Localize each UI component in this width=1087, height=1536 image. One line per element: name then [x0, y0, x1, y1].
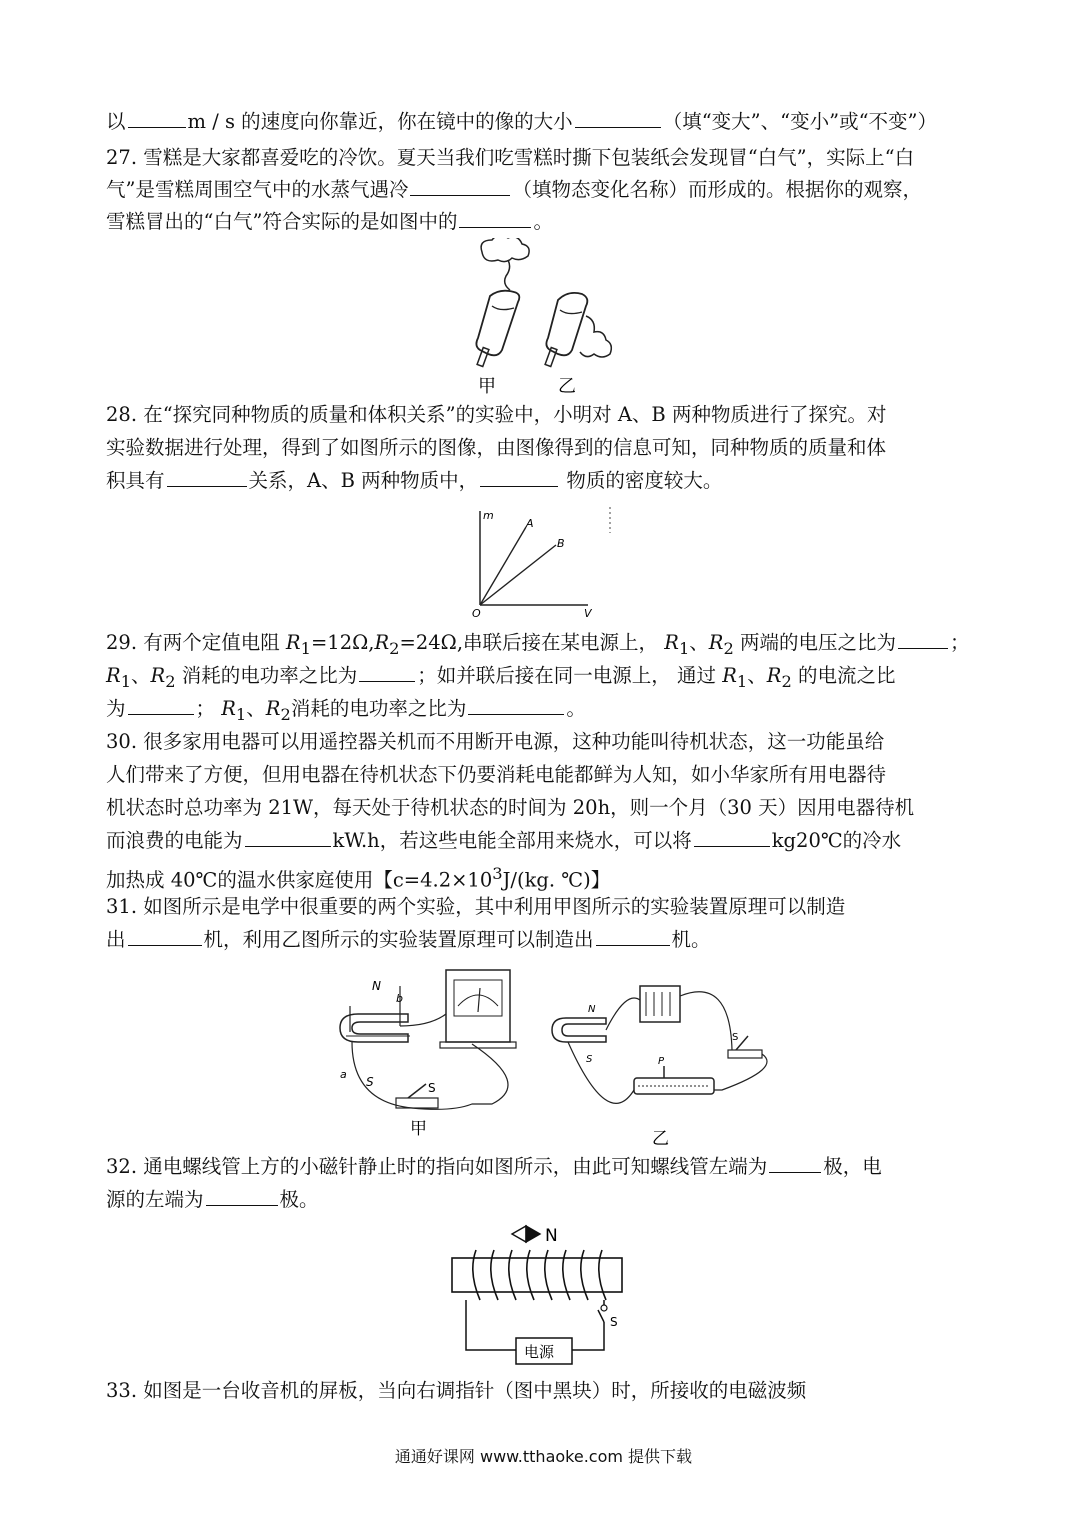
q28-line-3: 积具有 关系，A、B 两种物质中， 物质的密度较大。 — [106, 466, 722, 496]
q28-line-2: 实验数据进行处理，得到了如图所示的图像，由图像得到的信息可知，同种物质的质量和体 — [106, 436, 887, 459]
q32-line-1: 32. 通电螺线管上方的小磁针静止时的指向如图所示，由此可知螺线管左端为 极，电 — [106, 1152, 882, 1182]
q27-blank-change[interactable] — [410, 175, 510, 196]
origin-label: O — [472, 607, 481, 620]
switch-yi — [728, 1050, 762, 1058]
q30-line-5: 加热成 40℃的温水供家庭使用【$c=4.2\times 10^3J/(kg$. ℃)】 — [106, 864, 611, 892]
solenoid-figure — [446, 1222, 646, 1372]
svg-text:N: N — [372, 979, 381, 993]
switch-s — [598, 1310, 604, 1322]
setup-jia — [340, 970, 516, 1139]
q28-blank-substance[interactable] — [480, 466, 558, 487]
svg-text:S: S — [366, 1075, 374, 1089]
line-b-label: B — [557, 537, 565, 550]
q27-line-2: 气”是雪糕周围空气中的水蒸气遇冷 （填物态变化名称）而形成的。根据你的观察， — [106, 175, 922, 205]
svg-text:S: S — [732, 1032, 739, 1043]
power-source-label: 电源 — [524, 1343, 555, 1361]
q29-blank-power-parallel[interactable] — [468, 694, 564, 715]
q30-line-4: 而浪费的电能为 kW.h，若这些电能全部用来烧水，可以将 kg20℃的冷水 — [106, 826, 901, 856]
q32-blank-solenoid-pole[interactable] — [769, 1152, 821, 1173]
q31-line-1: 31. 如图所示是电学中很重要的两个实验，其中利用甲图所示的实验装置原理可以制造 — [106, 895, 846, 918]
q27-line-1: 27. 雪糕是大家都喜爱吃的冷饮。夏天当我们吃雪糕时撕下包装纸会发现冒“白气”，实际上“白 — [106, 146, 915, 169]
q29-line-2: $R_1$、$R_2$ 消耗的电功率之比为 ；如并联后接在同一电源上， 通过 $R_1$、$R_2$ 的电流之比 — [106, 661, 896, 697]
q26-blank-size[interactable] — [575, 107, 661, 128]
line-b — [480, 545, 556, 605]
q31-line-2: 出 机，利用乙图所示的实验装置原理可以制造出 机。 — [106, 925, 711, 955]
fig-label-yi: 乙 — [558, 376, 576, 397]
q30-line-2: 人们带来了方便，但用电器在待机状态下仍要消耗电能都鲜为人知，如小华家所有用电器待 — [106, 763, 887, 786]
switch-contact — [601, 1305, 607, 1311]
ice-cream-figure — [460, 238, 630, 398]
q32-blank-power-pole[interactable] — [206, 1185, 278, 1206]
q26-line: 以 m / s 的速度向你靠近，你在镜中的像的大小 （填“变大”、“变小”或“不变”） — [106, 107, 937, 137]
u-magnet-yi — [552, 1018, 606, 1042]
q28-blank-relation[interactable] — [167, 466, 247, 487]
electromagnetic-experiments-figure — [318, 966, 778, 1146]
svg-text:S: S — [610, 1315, 618, 1329]
q26-blank-speed[interactable] — [128, 107, 186, 128]
vapor-cloud-down — [580, 316, 611, 357]
y-axis-label: m — [483, 509, 494, 522]
q30-blank-energy[interactable] — [245, 826, 331, 847]
q27-blank-figure[interactable] — [459, 207, 531, 228]
ice-cream-right — [546, 293, 587, 355]
q29-blank-power-series[interactable] — [359, 661, 415, 682]
page-footer: 通通好课网 www.tthaoke.com 提供下载 — [394, 1447, 693, 1466]
q30-line-3: 机状态时总功率为 21W，每天处于待机状态的时间为 20h，则一个月（30 天）因用电器待机 — [106, 796, 915, 819]
svg-text:S: S — [586, 1054, 593, 1065]
q29-blank-voltage-ratio[interactable] — [898, 628, 948, 649]
q30-blank-mass[interactable] — [694, 826, 770, 847]
svg-text:S: S — [428, 1081, 436, 1095]
svg-text:b: b — [396, 992, 403, 1005]
needle-n-label: N — [545, 1226, 558, 1246]
q31-blank-machine-2[interactable] — [596, 925, 670, 946]
q31-blank-machine-1[interactable] — [128, 925, 202, 946]
line-a — [480, 527, 526, 605]
q29-line-1: 29. 有两个定值电阻 $R_1=12\Omega,R_2=24\Omega$,串联后接在某电源上， $R_1$、$R_2$ 两端的电压之比为 ； — [106, 628, 970, 664]
svg-text:a: a — [340, 1068, 347, 1081]
needle-left-half — [512, 1226, 526, 1242]
q28-line-1: 28. 在“探究同种物质的质量和体积关系”的实验中，小明对 A、B 两种物质进行了探究。对 — [106, 403, 887, 426]
fig-label-jia: 甲 — [478, 376, 496, 397]
q30-line-1: 30. 很多家用电器可以用遥控器关机而不用断开电源，这种功能叫待机状态，这一功能虽给 — [106, 730, 885, 753]
setup-yi — [552, 986, 767, 1146]
line-a-label: A — [526, 517, 534, 530]
q32-line-2: 源的左端为 极。 — [106, 1185, 319, 1215]
q27-line-3: 雪糕冒出的“白气”符合实际的是如图中的 。 — [106, 207, 553, 237]
solenoid-core — [452, 1258, 622, 1292]
ice-cream-left — [476, 291, 519, 356]
x-axis-label: V — [584, 607, 592, 620]
q29-line-3: 为 ； $R_1$、$R_2$消耗的电功率之比为 。 — [106, 694, 586, 730]
svg-text:N: N — [588, 1004, 596, 1015]
m-v-graph — [466, 505, 626, 620]
vapor-cloud-up — [481, 238, 529, 262]
fig-label-jia-2: 甲 — [410, 1119, 427, 1139]
q29-blank-current-ratio[interactable] — [128, 694, 194, 715]
svg-text:P: P — [658, 1056, 665, 1067]
fig-label-yi-2: 乙 — [652, 1129, 669, 1146]
q33-line-1: 33. 如图是一台收音机的屏板，当向右调指针（图中黑块）时，所接收的电磁波频 — [106, 1379, 807, 1402]
needle-right-half — [526, 1226, 540, 1242]
